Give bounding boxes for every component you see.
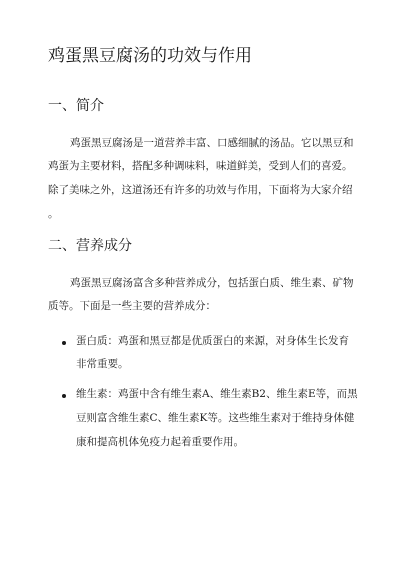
bullet-item-line: 维生素：鸡蛋中含有维生素A、维生素B2、维生素E等，而黑 (76, 388, 358, 400)
nutrition-paragraph-line: 鸡蛋黑豆腐汤富含多种营养成分，包括蛋白质、维生素、矿物 (70, 277, 354, 289)
bullet-marker (62, 341, 66, 345)
bullet-item-line: 蛋白质：鸡蛋和黑豆都是优质蛋白的来源，对身体生长发育 (76, 335, 349, 347)
intro-paragraph-line: 鸡蛋为主要材料，搭配多种调味料，味道鲜美，受到人们的喜爱。 (48, 160, 353, 172)
intro-paragraph-line: 鸡蛋黑豆腐汤是一道营养丰富、口感细腻的汤品。它以黑豆和 (70, 137, 354, 149)
section-heading-nutrition: 二、营养成分 (48, 238, 132, 254)
intro-paragraph-line: 除了美味之外，这道汤还有许多的功效与作用，下面将为大家介绍 (48, 184, 353, 196)
nutrition-paragraph-line: 质等。下面是一些主要的营养成分： (48, 300, 216, 312)
bullet-item-line: 豆则富含维生素C、维生素K等。这些维生素对于维持身体健 (76, 412, 355, 424)
document-title: 鸡蛋黑豆腐汤的功效与作用 (48, 46, 252, 66)
intro-paragraph-line: 。 (48, 208, 59, 220)
bullet-item-line: 非常重要。 (76, 358, 129, 370)
bullet-marker (62, 394, 66, 398)
bullet-item-line: 康和提高机体免疫力起着重要作用。 (76, 436, 244, 448)
section-heading-intro: 一、简介 (48, 98, 104, 114)
